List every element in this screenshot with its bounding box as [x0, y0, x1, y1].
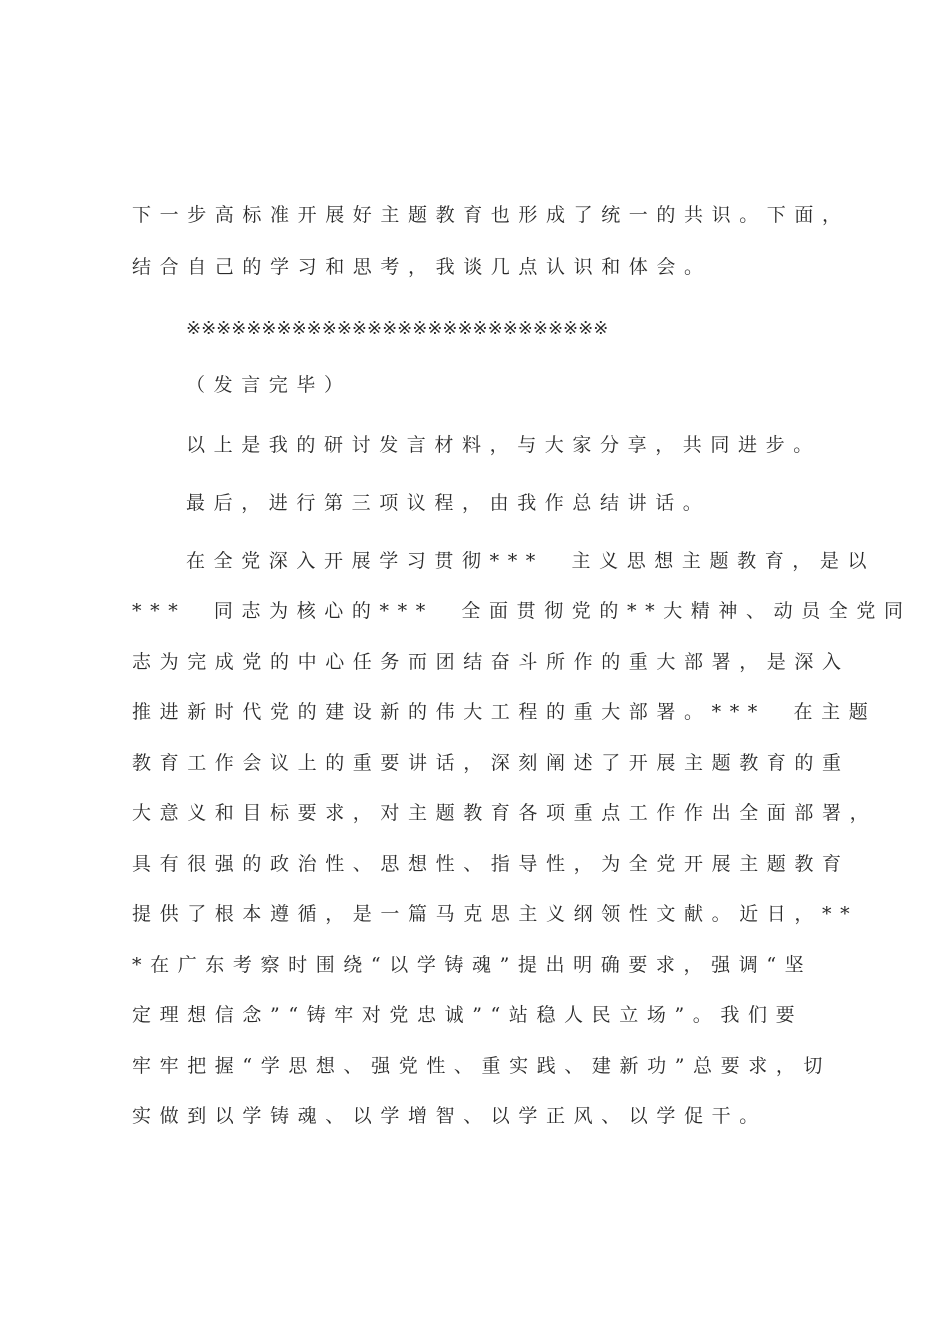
body-line: *** 同志为核心的*** 全面贯彻党的**大精神、动员全党同 [132, 600, 912, 622]
share-line: 以上是我的研讨发言材料，与大家分享，共同进步。 [186, 434, 821, 456]
body-line: 志为完成党的中心任务而团结奋斗所作的重大部署，是深入 [132, 651, 850, 673]
body-line: 提供了根本遵循，是一篇马克思主义纲领性文献。近日，** [132, 903, 859, 925]
body-line: 实做到以学铸魂、以学增智、以学正风、以学促干。 [132, 1105, 767, 1127]
body-line: 牢牢把握“学思想、强党性、重实践、建新功”总要求，切 [132, 1055, 832, 1077]
body-line: 定理想信念”“铸牢对党忠诚”“站稳人民立场”。我们要 [132, 1004, 804, 1026]
body-line: 大意义和目标要求，对主题教育各项重点工作作出全面部署， [132, 802, 878, 824]
body-line: 教育工作会议上的重要讲话，深刻阐述了开展主题教育的重 [132, 752, 850, 774]
paragraph-line: 下一步高标准开展好主题教育也形成了统一的共识。下面， [132, 204, 850, 226]
body-line: 具有很强的政治性、思想性、指导性，为全党开展主题教育 [132, 853, 850, 875]
closing-note: （发言完毕） [186, 374, 352, 396]
body-line: *在广东考察时围绕“以学铸魂”提出明确要求，强调“坚 [132, 954, 813, 976]
body-line: 推进新时代党的建设新的伟大工程的重大部署。*** 在主题 [132, 701, 877, 723]
agenda-line: 最后，进行第三项议程，由我作总结讲话。 [186, 492, 711, 514]
paragraph-line: 结合自己的学习和思考，我谈几点认识和体会。 [132, 256, 712, 278]
separator-line: ※※※※※※※※※※※※※※※※※※※※※※※※※※※※ [186, 318, 609, 339]
body-line: 在全党深入开展学习贯彻*** 主义思想主题教育，是以 [186, 550, 876, 572]
